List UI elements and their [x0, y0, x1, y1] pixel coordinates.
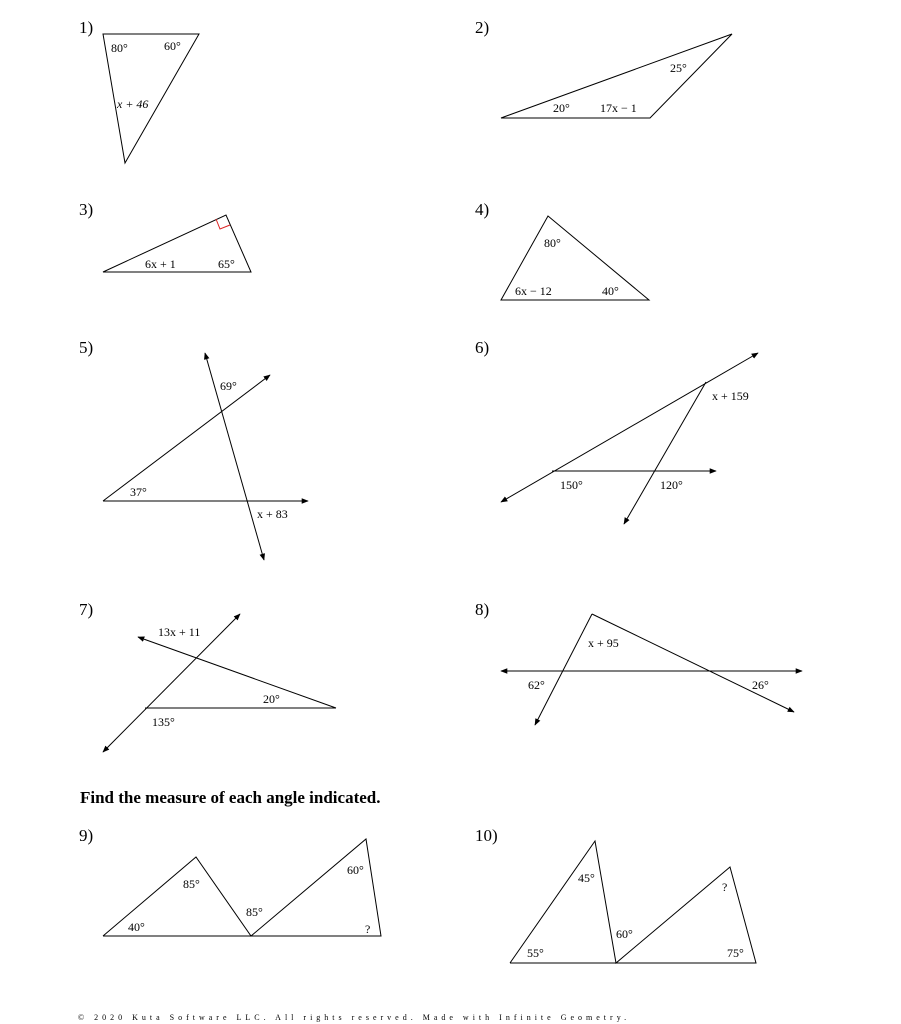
- problem-4-angle-label: 6x − 12: [515, 284, 552, 298]
- problem-5-figure: [103, 353, 308, 560]
- problem-10-angle-label: 75°: [727, 946, 744, 960]
- problem-9-angle-label: ?: [365, 922, 371, 936]
- problem-2-angle-label: 25°: [670, 61, 687, 75]
- problem-6-number: 6): [475, 338, 490, 357]
- problem-3-number: 3): [79, 200, 94, 219]
- problem-2-angle-label: 17x − 1: [600, 101, 637, 115]
- problem-5-angle-label: 37°: [130, 485, 147, 499]
- problem-9-figure: [103, 839, 381, 936]
- problem-10-angle-label: 55°: [527, 946, 544, 960]
- problem-9-angle-label: 85°: [246, 905, 263, 919]
- problem-5-angle-label: x + 83: [257, 507, 288, 521]
- problem-2-figure: [501, 34, 732, 118]
- problem-5-angle-label: 69°: [220, 379, 237, 393]
- triangle-pair-10: [510, 841, 756, 963]
- problem-10-number: 10): [475, 826, 498, 845]
- segment: [624, 382, 706, 524]
- problem-3-angle-label: 65°: [218, 257, 235, 271]
- problem-10-angle-label: 45°: [578, 871, 595, 885]
- problem-3-figure: [103, 215, 251, 272]
- problem-5-number: 5): [79, 338, 94, 357]
- problem-1-number: 1): [79, 18, 94, 37]
- problem-7-angle-label: 13x + 11: [158, 625, 201, 639]
- segment: [103, 375, 270, 501]
- problem-10-angle-label: ?: [722, 880, 728, 894]
- problem-3-angle-label: 6x + 1: [145, 257, 176, 271]
- problem-9-number: 9): [79, 826, 94, 845]
- problem-8-angle-label: 26°: [752, 678, 769, 692]
- segment: [535, 614, 592, 725]
- problem-2-angle-label: 20°: [553, 101, 570, 115]
- problem-2-number: 2): [475, 18, 490, 37]
- problem-7-figure: [103, 614, 336, 752]
- problem-1-angle-label: 80°: [111, 41, 128, 55]
- problem-9-angle-label: 40°: [128, 920, 145, 934]
- problem-4-number: 4): [475, 200, 490, 219]
- problem-6-angle-label: x + 159: [712, 389, 749, 403]
- problem-1-angle-label: x + 46: [117, 97, 149, 111]
- problem-4-angle-label: 80°: [544, 236, 561, 250]
- problem-4-angle-label: 40°: [602, 284, 619, 298]
- problem-1-angle-label: 60°: [164, 39, 181, 53]
- problem-4-figure: [501, 216, 649, 300]
- problem-8-figure: [501, 614, 802, 725]
- segment: [501, 353, 758, 502]
- problem-7-angle-label: 135°: [152, 715, 175, 729]
- segment: [592, 614, 794, 712]
- problem-9-angle-label: 60°: [347, 863, 364, 877]
- problem-6-angle-label: 120°: [660, 478, 683, 492]
- problem-10-angle-label: 60°: [616, 927, 633, 941]
- problem-9-angle-label: 85°: [183, 877, 200, 891]
- problem-8-number: 8): [475, 600, 490, 619]
- problem-8-angle-label: x + 95: [588, 636, 619, 650]
- segment: [138, 637, 336, 708]
- problem-1-figure: [103, 34, 199, 163]
- problem-10-figure: [510, 841, 756, 963]
- problem-6-figure: [501, 353, 758, 524]
- problem-8-angle-label: 62°: [528, 678, 545, 692]
- problem-7-number: 7): [79, 600, 94, 619]
- problem-6-angle-label: 150°: [560, 478, 583, 492]
- instruction-heading: Find the measure of each angle indicated.: [80, 788, 381, 807]
- copyright-footer: © 2020 Kuta Software LLC. All rights reserved. Made with Infinite Geometry.: [78, 1013, 631, 1022]
- problem-7-angle-label: 20°: [263, 692, 280, 706]
